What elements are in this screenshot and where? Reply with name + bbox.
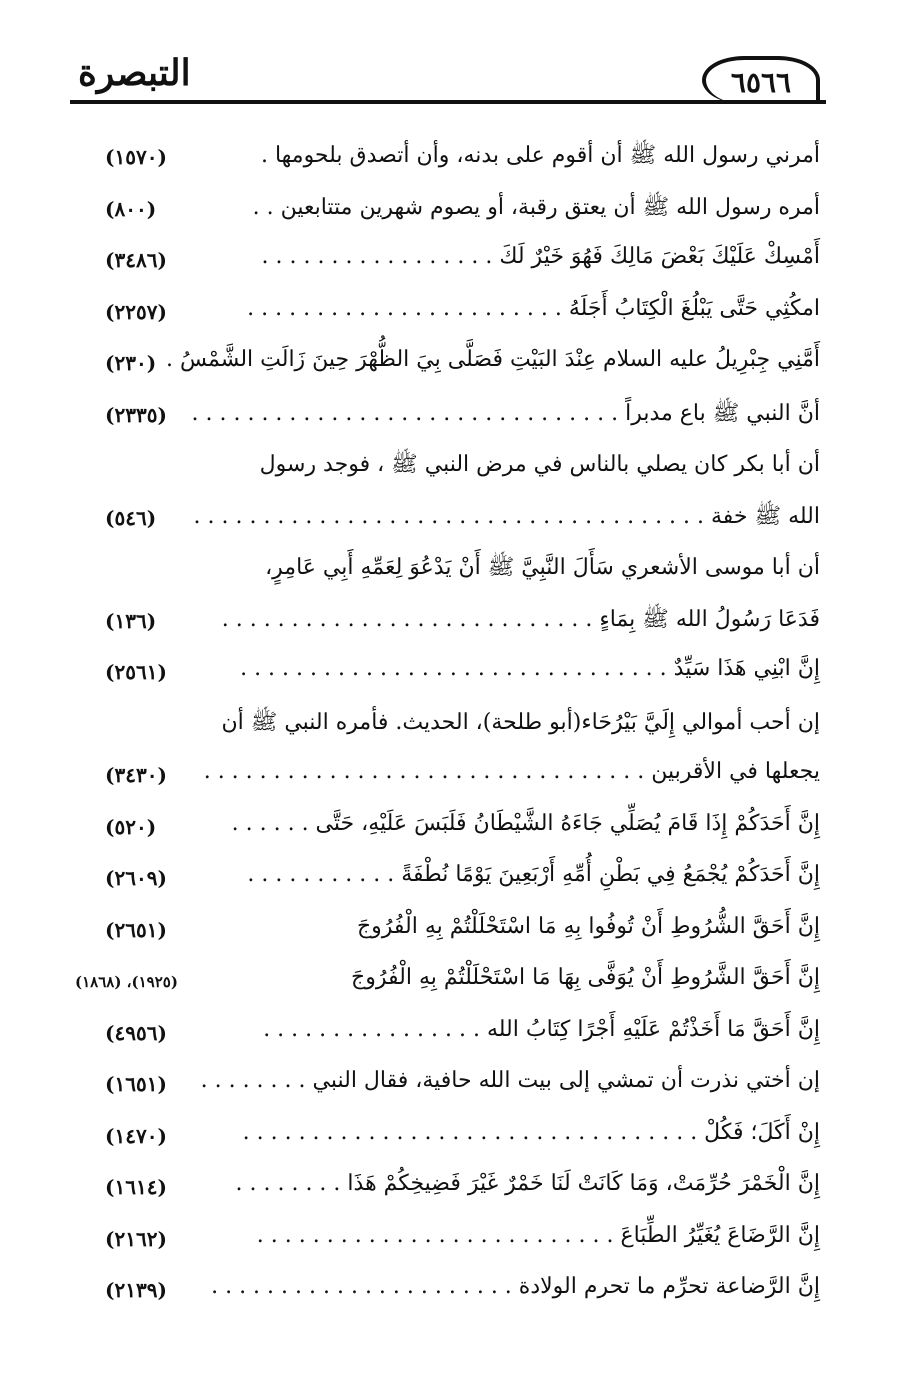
entry-reference-number: (٢٦٠٩) <box>105 866 167 890</box>
entry-text: أمرني رسول الله ﷺ أن أقوم على بدنه، وأن أتصدق بلحومها . <box>260 143 820 168</box>
entry-reference-number: (٢١٦٢) <box>105 1226 167 1251</box>
entry-text: أنَّ النبي ﷺ باع مدبراً . . . . . . . . . . . . . . . . . . . . . . . . . . . . . . . <box>191 400 820 426</box>
entry-text: إِنَّ ابْنِي هَذَا سَيِّدٌ . . . . . . . . . . . . . . . . . . . . . . . . . . . . . . . <box>240 656 820 681</box>
entry-text: إن أختي نذرت أن تمشي إلى بيت الله حافية، فقال النبي . . . . . . . . <box>200 1068 820 1093</box>
header-rule <box>70 100 826 104</box>
entry-reference-number: (٢٦٥١) <box>105 917 167 942</box>
entry-reference-number: (٢٥٦١) <box>105 660 167 684</box>
entry-text: إِنَّ أَحَدَكُمْ يُجْمَعُ فِي بَطْنِ أُمِّهِ أَرْبَعِينَ يَوْمًا نُطْفَةً . . . . . . . . . . . <box>247 862 820 887</box>
entry-text: امكُثِي حَتَّى يَبْلُغَ الْكِتَابُ أَجَلَهُ . . . . . . . . . . . . . . . . . . . . . . . <box>247 295 820 321</box>
index-entry <box>75 959 820 1011</box>
entry-text: إِنَّ الْخَمْرَ حُرِّمَتْ، وَمَا كَانَتْ لَنَا خَمْرٌ غَيْرَ فَضِيخِكُمْ هَذَا . . . . . . . . <box>235 1171 820 1196</box>
entry-text: إِنَّ الرَّضاعة تحرِّم ما تحرم الولادة . . . . . . . . . . . . . . . . . . . . . . <box>211 1274 820 1299</box>
index-entry <box>80 908 820 960</box>
entry-text: إِنَّ أَحَقَّ الشُّرُوطِ أَنْ تُوفُوا بِهِ مَا اسْتَحْلَلْتُمْ بِهِ الْفُرُوجَ <box>356 913 820 939</box>
entry-text: أمره رسول الله ﷺ أن يعتق رقبة، أو يصوم شهرين متتابعين . . <box>252 194 820 220</box>
entry-text: فَدَعَا رَسُولُ الله ﷺ بِمَاءٍ . . . . . . . . . . . . . . . . . . . . . . . . . . . <box>221 606 820 632</box>
entry-text: إِنْ أَكَلَ؛ فَكُلْ . . . . . . . . . . . . . . . . . . . . . . . . . . . . . . . . . <box>242 1119 820 1145</box>
index-entry <box>80 1062 820 1114</box>
page-number: ٦٥٦٦ <box>702 56 820 104</box>
index-entry <box>80 702 820 754</box>
index-entry <box>80 135 820 187</box>
entry-text: إِنَّ الرَّضَاعَ يُغَيِّرُ الطِّبَاعَ . . . . . . . . . . . . . . . . . . . . . . . . . . <box>256 1222 820 1248</box>
index-entry <box>80 1114 820 1166</box>
index-entry <box>80 290 820 342</box>
index-entry <box>80 393 820 445</box>
entry-reference-number: (٤٩٥٦) <box>105 1020 167 1045</box>
entry-reference-number: (٢٣٣٥) <box>105 402 167 427</box>
index-entry <box>80 805 820 857</box>
index-list <box>75 135 820 1320</box>
entry-reference-number: (٣٤٨٦) <box>105 248 167 272</box>
entry-reference-number: (١٦٥١) <box>105 1072 167 1096</box>
entry-reference-number: (٢٢٥٧) <box>105 299 167 324</box>
entry-reference-number: (٥٤٦) <box>105 505 157 530</box>
entry-reference-number: (١٦١٤) <box>105 1175 167 1199</box>
index-entry <box>80 856 820 908</box>
entry-reference-number: (٣٤٣٠) <box>105 763 167 787</box>
entry-text: إن أحب أموالي إِلَيَّ بَيْرُحَاء(أبو طلحة)، الحديث. فأمره النبي ﷺ أن <box>221 709 820 735</box>
entry-text: أن أبا بكر كان يصلي بالناس في مرض النبي ﷺ ، فوجد رسول <box>259 452 820 477</box>
entry-text: أَمَّنِي جِبْرِيلُ عليه السلام عِنْدَ البَيْتِ فَصَلَّى بِيَ الظُّهْرَ حِينَ زَالَتِ الشَّمْسُ . <box>165 347 820 372</box>
index-entry <box>80 547 820 599</box>
entry-reference-number: (١٣٦) <box>105 608 157 633</box>
index-entry <box>80 753 820 805</box>
entry-reference-number: (١٥٧٠) <box>105 145 167 169</box>
index-entry <box>80 599 820 651</box>
book-title-logo: التبصرة <box>78 52 191 94</box>
index-entry <box>80 496 820 548</box>
index-entry <box>80 187 820 239</box>
index-entry <box>80 650 820 702</box>
entry-reference-number: (٢١٣٩) <box>105 1278 167 1302</box>
index-entry <box>80 1011 820 1063</box>
entry-reference-number: (٥٢٠) <box>105 814 157 839</box>
entry-reference-number: (٨٠٠) <box>105 196 157 221</box>
entry-text: أَمْسِكْ عَلَيْكَ بَعْضَ مَالِكَ فَهُوَ خَيْرٌ لَكَ . . . . . . . . . . . . . . . . . <box>261 244 820 269</box>
entry-text: يجعلها في الأقربين . . . . . . . . . . . . . . . . . . . . . . . . . . . . . . . . <box>203 759 820 784</box>
index-entry <box>80 1217 820 1269</box>
entry-text: أن أبا موسى الأشعري سَأَلَ النَّبِيَّ ﷺ أَنْ يَدْعُوَ لِعَمِّهِ أَبِي عَامِرٍ، <box>265 555 820 580</box>
entry-reference-number: (١٩٢٥)، (١٨٦٨) <box>75 973 178 991</box>
index-entry <box>80 444 820 496</box>
index-entry <box>80 238 820 290</box>
entry-reference-number: (٢٣٠) <box>105 351 157 375</box>
entry-text: إِنَّ أَحَقَّ الشَّرُوطِ أَنْ يُوَفَّى بِهَا مَا اسْتَحْلَلْتُمْ بِهِ الْفُرُوجَ <box>351 965 820 990</box>
index-entry <box>80 341 820 393</box>
entry-reference-number: (١٤٧٠) <box>105 1123 167 1148</box>
entry-text: الله ﷺ خفة . . . . . . . . . . . . . . . . . . . . . . . . . . . . . . . . . . . . . <box>193 503 820 529</box>
entry-text: إِنَّ أَحَدَكُمْ إِذَا قَامَ يُصَلِّي جَاءَهُ الشَّيْطَانُ فَلَبَسَ عَلَيْهِ، حَتَّى . . . . . . <box>231 810 820 836</box>
index-entry <box>80 1165 820 1217</box>
entry-text: إِنَّ أَحَقَّ مَا أَخَذْتُمْ عَلَيْهِ أَجْرًا كِتَابُ الله . . . . . . . . . . . . . . . . <box>263 1016 820 1042</box>
index-entry <box>80 1268 820 1320</box>
